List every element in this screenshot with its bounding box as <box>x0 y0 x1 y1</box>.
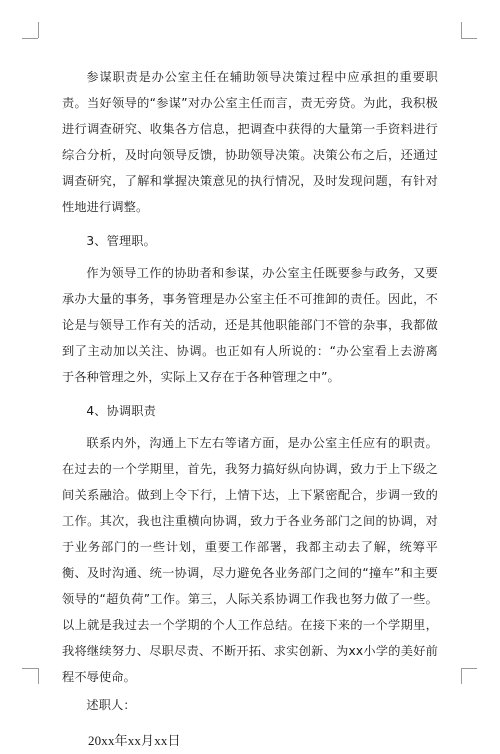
paragraph-management-duty: 作为领导工作的协助者和参谋，办公室主任既要参与政务，又要承办大量的事务，事务管理是办公室主任不可推卸的责任。因此，不论是与领导工作有关的活动，还是其他职能部门不管的杂事，我都做到了主动加以关注、协调。也正如有人所说的：“办公室看上去游离于各种管理之外，实际上又存在于各种管理之中”。 <box>62 266 438 384</box>
heading-coordination-duty: 4、协调职责 <box>86 404 156 418</box>
paragraph-staff-duty: 参谋职责是办公室主任在辅助领导决策过程中应承担的重要职责。当好领导的“参谋”对办公室主任而言，责无旁贷。为此，我积极进行调查研究、收集各方信息，把调查中获得的大量第一手资料进行综合分析，及时向领导反馈，协助领导决策。决策公布之后，还通过调查研究，了解和掌握决策意见的执行情况，及时发现问题，有针对性地进行调整。 <box>62 70 438 214</box>
crop-mark-top-left <box>38 22 39 38</box>
crop-mark-top-right <box>461 22 462 38</box>
crop-mark-bottom-right <box>461 668 462 684</box>
signature-label: 述职人： <box>86 698 136 712</box>
crop-mark-top-left-horizontal <box>22 38 38 39</box>
crop-mark-top-right-horizontal <box>461 38 477 39</box>
crop-mark-bottom-right-horizontal <box>461 668 477 669</box>
heading-management-duty: 3、管理职。 <box>86 234 156 248</box>
paragraph-coordination-duty: 联系内外，沟通上下左右等诸方面，是办公室主任应有的职责。在过去的一个学期里，首先，我努力搞好纵向协调，致力于上下级之间关系融洽。做到上令下行，上情下达，上下紧密配合，步调一致的工作。其次，我也注重横向协调，致力于各业务部门之间的协调，对于业务部门的一些计划，重要工作部署，我都主动去了解，统筹平衡、及时沟通、统一协调，尽力避免各业务部门之间的“撞车”和主要领导的“超负荷”工作。第三，人际关系协调工作我也努力做了一些。以上就是我过去一个学期的个人工作总结。在接下来的一个学期里，我将继续努力、尽职尽责、不断开拓、求实创新、为xx小学的美好前程不辱使命。 <box>62 436 438 684</box>
crop-mark-bottom-left <box>38 668 39 684</box>
crop-mark-bottom-left-horizontal <box>22 668 38 669</box>
document-body <box>62 64 438 754</box>
document-date: 20xx年xx月xx日 <box>88 733 181 748</box>
